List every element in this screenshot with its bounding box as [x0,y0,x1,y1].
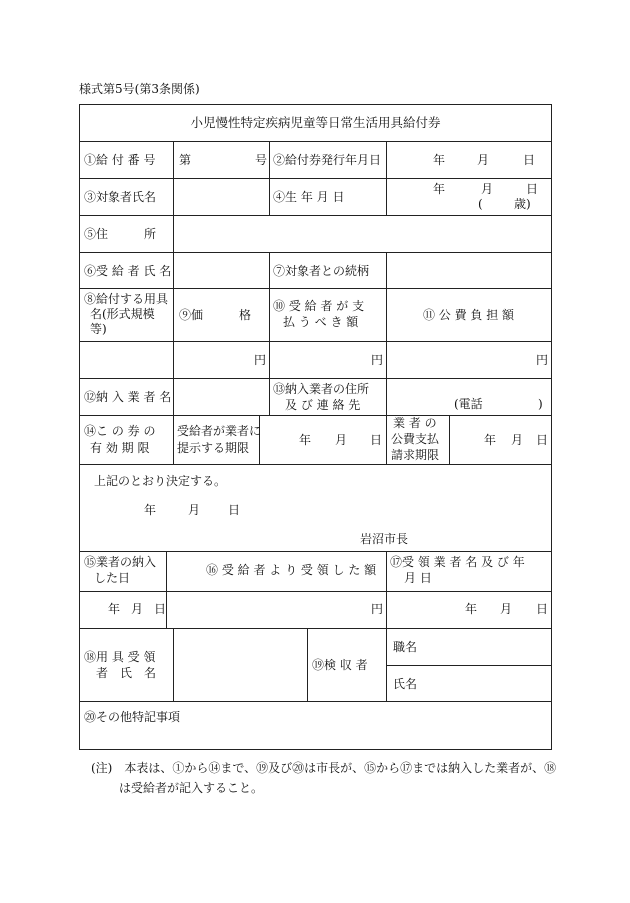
inspector-post-label: 職名 [393,640,418,654]
inspector-name-label: 氏名 [393,677,418,691]
phone-close: ) [538,397,543,411]
beneficiary-name-label: ⑥受 給 者 氏 名 [84,264,172,278]
age-open: ( [478,197,483,211]
delivery-month: 月 [131,602,144,616]
item-label-line2: 名(形式規模 [90,307,155,321]
inspector-label: ⑲検 収 者 [312,658,368,672]
note-line1: (注) 本表は、①から⑭まで、⑲及び⑳は市長が、⑮から⑰までは納入した業者が、⑱ [91,761,557,775]
decision-day: 日 [228,503,241,517]
form-title: 小児慢性特定疾病児童等日常生活用具給付券 [190,115,441,130]
vendor-name-label: ⑫納 入 業 者 名 [84,390,172,404]
col-line [386,628,387,701]
col-line [173,252,174,288]
issue-year: 年 [433,153,446,167]
claim-deadline-label-line2: 公費支払 [391,432,440,446]
benefit-voucher-form [79,104,552,750]
col-line [173,141,174,215]
vendor-address-label-line1: ⑬納入業者の住所 [273,382,370,396]
voucher-number-suffix: 号 [255,153,268,167]
claim-deadline-label-line1: 業 者 の [393,416,437,430]
present-deadline-label-line1: 受給者が業者に [177,424,262,438]
row-line [80,378,551,379]
present-day: 日 [370,433,383,447]
present-deadline-label-line2: 提示する期限 [177,441,250,455]
vendor-receipt-year: 年 [465,602,478,616]
issue-date-label: ②給付券発行年月日 [273,153,382,167]
col-line [173,415,174,464]
birth-year: 年 [433,182,446,196]
delivery-date-label-line2: した日 [94,571,131,585]
payment-yen: 円 [371,353,384,367]
form-note [91,758,561,798]
issue-day: 日 [523,153,536,167]
payment-label-line1: ⑩ 受 給 者 が 支 [273,299,365,313]
col-line [173,288,174,415]
col-line [307,628,308,701]
col-line [269,141,270,215]
col-line [173,215,174,252]
col-line [386,252,387,288]
birth-day: 日 [526,182,539,196]
col-line [259,415,260,464]
claim-day: 日 [536,433,549,447]
decision-month: 月 [188,503,201,517]
relationship-label: ⑦対象者との続柄 [273,264,370,278]
delivery-date-label-line1: ⑮業者の納入 [84,555,157,569]
present-month: 月 [335,433,348,447]
col-line [386,415,387,464]
col-line [269,252,270,288]
valid-label-line1: ⑭こ の 券 の [84,424,156,438]
public-yen: 円 [536,353,549,367]
vendor-receipt-label-line2: 月 日 [404,571,432,585]
issue-month: 月 [477,153,490,167]
col-line [166,551,167,628]
row-line [80,628,551,629]
payment-label-line2: 払 う べ き 額 [283,315,359,329]
claim-year: 年 [484,433,497,447]
receiver-label-line1: ⑱用 具 受 領 [84,650,156,664]
vendor-receipt-day: 日 [536,602,549,616]
vendor-address-label-line2: 及 び 連 絡 先 [285,398,361,412]
row-line [80,178,551,179]
form-caption: 様式第5号(第3条関係) [79,82,200,96]
receiver-label-line2: 者 氏 名 [96,666,157,680]
voucher-number-prefix: 第 [179,153,192,167]
age-close: 歳) [514,197,531,211]
row-line [80,701,551,702]
item-label-line1: ⑧給付する用具 [84,292,169,306]
present-year: 年 [299,433,312,447]
decision-year: 年 [144,503,157,517]
note-line2: は受給者が記入すること。 [119,781,264,795]
vendor-receipt-month: 月 [500,602,513,616]
special-notes-label: ⑳その他特記事項 [84,710,181,724]
row-line [80,215,551,216]
claim-deadline-label-line3: 請求期限 [391,448,440,462]
address-label: ⑤住 所 [84,227,157,241]
mayor-signature: 岩沼市長 [360,532,409,546]
row-line [80,464,551,465]
col-line [449,415,450,464]
voucher-number-label: ①給 付 番 号 [84,153,156,167]
item-label-line3: 等) [90,322,107,336]
received-amount-label: ⑯ 受 給 者 よ り 受 領 し た 額 [206,563,377,577]
row-line [80,252,551,253]
price-label: ⑨価 格 [179,308,252,322]
col-line [386,551,387,628]
birth-date-label: ④生 年 月 日 [273,190,345,204]
decision-text: 上記のとおり決定する。 [94,474,227,488]
recipient-name-label: ③対象者氏名 [84,190,157,204]
birth-month: 月 [481,182,494,196]
col-line [269,288,270,415]
row-line [80,415,551,416]
col-line [386,141,387,215]
public-cost-label: ⑪ 公 費 負 担 額 [422,308,515,322]
vendor-receipt-label-line1: ⑰受 領 業 者 名 及 び 年 [390,555,525,569]
phone-open: (電話 [454,397,483,411]
row-line [386,665,551,666]
received-yen: 円 [371,602,384,616]
delivery-year: 年 [108,602,121,616]
row-line [80,551,551,552]
delivery-day: 日 [154,602,167,616]
price-yen: 円 [254,353,267,367]
col-line [173,628,174,701]
row-line [80,141,551,142]
valid-label-line2: 有 効 期 限 [90,441,150,455]
row-line [80,591,551,592]
claim-month: 月 [511,433,524,447]
row-line [80,288,551,289]
row-line [80,341,551,342]
